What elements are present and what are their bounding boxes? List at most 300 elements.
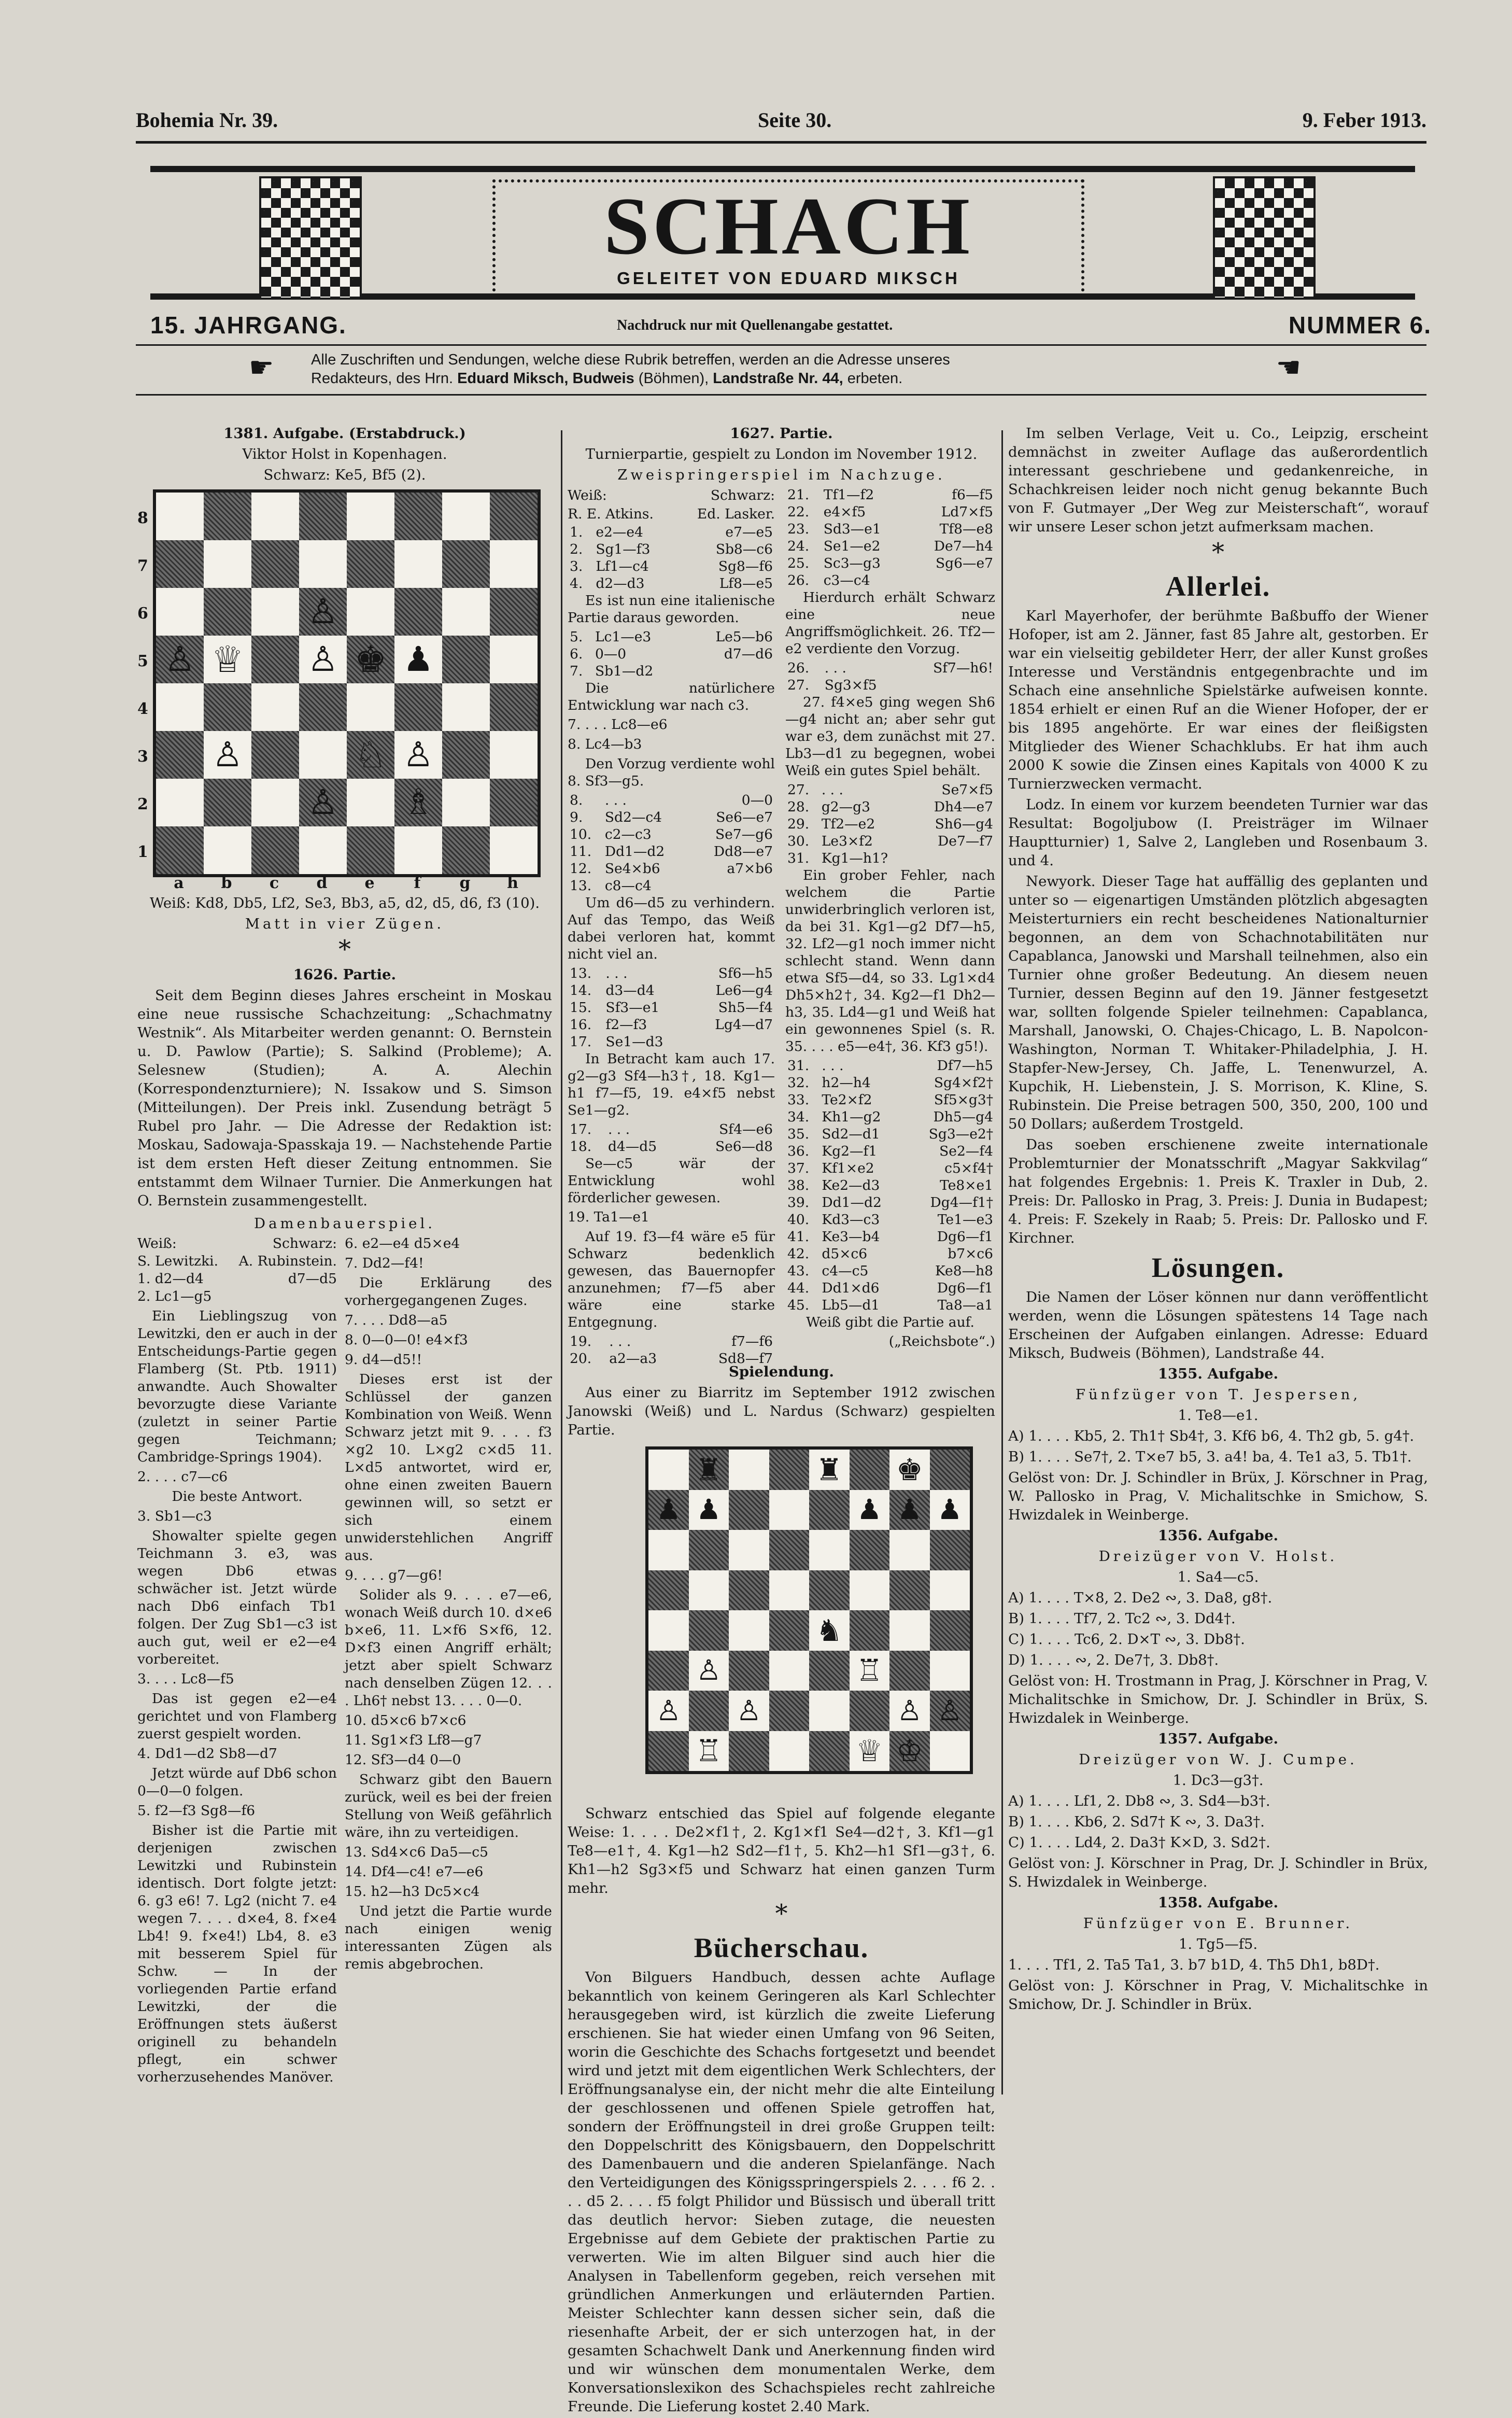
move-number: 42.	[787, 1246, 810, 1262]
move-number: 6.	[570, 646, 583, 662]
game-1627-right	[785, 486, 995, 1352]
move: 9. . . . g7—g6!	[345, 1567, 443, 1583]
square	[299, 540, 347, 588]
black-move: Ke8—h8	[935, 1263, 993, 1279]
white-knight-icon: ♘	[354, 734, 387, 776]
square	[689, 1450, 729, 1490]
square	[689, 1731, 729, 1772]
black-move: Dg6—f1	[937, 1280, 993, 1296]
white-move: Kh1—g2	[822, 1109, 881, 1125]
white-move: . . .	[821, 782, 843, 798]
square	[299, 779, 347, 826]
square	[442, 588, 490, 636]
black-move: De7—f7	[938, 833, 993, 849]
move-row	[568, 1033, 775, 1050]
masthead-title-box	[492, 179, 1084, 298]
news-paragraph: Newyork. Dieser Tage hat auffällig des geplanten und unter so — eigenartigen Umständen plötzlich abgesagten Meisterturniers ein recht bescheidenes Nationalturnier begonnen, an dem von Schachnotabilitäten nur Capablanca, Janowski und Marshall teilnehmen, also ein Turnier ohne großer Bedeutung. An diesem neuen Turnier, dessen Beginn auf den 19. Jänner festgesetzt war, sollten folgende Spieler teilnehmen: Capablanca, Marshall, Janowski, O. Chajes-Chicago, L. B. Napolcon-Washington, Norman T. Whitaker-Philadelphia, J. H. Stapfer-New-Jersey, Ch. Jaffe, L. Tenenwurzel, A. Kupchik, H. Liebenstein, J. S. Morrison, K. Kline, S. Rubinstein. Die Preise betragen 500, 350, 200, 100 und 50 Dollars; außerdem Trostgeld.	[1008, 873, 1428, 1132]
square	[442, 636, 490, 683]
file-label: h	[507, 874, 518, 892]
black-move: Le6—g4	[715, 982, 773, 999]
move-row	[785, 1108, 995, 1126]
square	[251, 588, 299, 636]
square	[347, 826, 394, 874]
move-number: 36.	[787, 1143, 810, 1159]
white-move: d3—d4	[605, 982, 655, 999]
white-move: Kg1—h1?	[821, 850, 888, 866]
players-names	[568, 505, 775, 524]
move: 11. Sg1×f3 Lf8—g7	[345, 1732, 482, 1748]
white-move: c8—c4	[604, 878, 652, 894]
column-3	[1008, 424, 1428, 2016]
annotation: Die Erklärung des vorhergegangenen Zuges.	[345, 1275, 552, 1309]
black-move: Sf5×g3†	[934, 1092, 993, 1108]
move: 3. Sb1—c3	[137, 1508, 212, 1524]
section-star: *	[338, 935, 351, 964]
move-row	[568, 826, 775, 843]
players-header	[137, 1235, 337, 1253]
square	[689, 1651, 729, 1691]
notice-line-1: Alle Zuschriften und Sendungen, welche diese Rubrik betreffen, werden an die Adresse unseres	[311, 352, 950, 368]
move: 5. f2—f3 Sg8—f6	[137, 1803, 256, 1819]
problem-white-pieces: Weiß: Kd8, Db5, Lf2, Se3, Bb3, a5, d2, d5, d6, f3 (10).	[149, 895, 540, 911]
square	[204, 826, 251, 874]
white-move: Ke2—d3	[822, 1177, 880, 1193]
white-move: d5×c6	[822, 1246, 868, 1262]
black-move: Se7×f5	[941, 782, 993, 798]
square	[930, 1570, 970, 1611]
move-row	[785, 781, 995, 798]
move-row	[568, 843, 775, 860]
black-king-icon: ♚	[896, 1452, 923, 1487]
black-move: Lf8—e5	[719, 575, 773, 592]
solution-line: B) 1. . . . Se7†, 2. T×e7 b5, 3. a4! ba, 4. Te1 a3, 5. Tb1†.	[1008, 1449, 1412, 1465]
move-number: 17.	[570, 1121, 592, 1137]
game-1626-right	[345, 1235, 552, 1975]
white-move: Kg2—f1	[822, 1143, 878, 1159]
section-title: Lösungen.	[1151, 1252, 1285, 1283]
square	[729, 1651, 769, 1691]
move-row	[785, 659, 995, 677]
move-number: 45.	[787, 1297, 810, 1313]
solution-title: 1355. Aufgabe.	[1157, 1366, 1279, 1382]
move-number: 26.	[787, 660, 810, 676]
square	[689, 1530, 729, 1570]
move-number: 25.	[787, 555, 810, 571]
square	[204, 779, 251, 826]
solution-author: Dreizüger von W. J. Cumpe.	[1079, 1751, 1358, 1768]
move-number: 14.	[570, 982, 592, 999]
rank-label: 6	[137, 604, 148, 623]
square	[850, 1610, 890, 1651]
square	[299, 683, 347, 731]
move-row	[785, 1194, 995, 1211]
square	[889, 1610, 930, 1651]
black-move: Df7—h5	[937, 1058, 993, 1074]
notice-text: (Böhmen),	[638, 370, 709, 387]
move-row	[568, 877, 775, 894]
move-row	[785, 833, 995, 850]
solution-author: Fünfzüger von T. Jespersen,	[1075, 1386, 1361, 1403]
black-move: Ta8—a1	[937, 1297, 993, 1313]
file-label: b	[221, 874, 232, 892]
square	[930, 1530, 970, 1570]
solution-line: C) 1. . . . Ld4, 2. Da3† K×D, 3. Sd2†.	[1008, 1834, 1270, 1851]
notice-rule	[136, 394, 1426, 396]
move-row	[785, 1177, 995, 1194]
square	[769, 1610, 810, 1651]
black-move: Sf6—h5	[718, 965, 773, 981]
chessboard	[153, 489, 541, 877]
square	[809, 1610, 850, 1651]
square	[490, 636, 538, 683]
black-move: Sb8—c6	[715, 541, 773, 557]
game-intro: Seit dem Beginn dieses Jahres erscheint in Moskau eine neue russische Schachzeitung: „Schachmatny Westnik“. Als Mitarbeiter werden genannt: O. Bernstein u. D. Pawlow (Partie); S. Salkind (Probleme); A. Selesnew (Studien); A. A. Alechin (Korrespondenzturniere); N. Issakow und S. Simson (Mitteilungen). Der Preis inkl. Zusendung beträgt 5 Rubel pro Jahr. — Die Adresse der Redaktion ist: Moskau, Sadowaja-Spasskaja 19. — Nachstehende Partie ist dem ersten Heft dieser Zeitung entnommen. Sie entstammt dem Wilnaer Turnier. Die Anmerkungen hat O. Bernstein zusammengestellt.	[137, 987, 552, 1209]
game-event: Turnierpartie, gespielt zu London im November 1912.	[585, 446, 978, 462]
annotation: Und jetzt die Partie wurde nach einigen wenig interessanten Zügen als remis abgebrochen.	[345, 1903, 552, 1972]
notice-text: erbeten.	[847, 370, 903, 387]
square	[251, 540, 299, 588]
white-move: . . .	[605, 965, 628, 981]
problem-goal: Matt in vier Zügen.	[245, 916, 445, 932]
move-number: 31.	[787, 850, 810, 866]
move: 8. Lc4—b3	[568, 736, 642, 752]
column-separator	[561, 430, 562, 2094]
move-row	[785, 1126, 995, 1143]
square	[850, 1530, 890, 1570]
move-number: 9.	[570, 809, 583, 825]
black-move	[689, 877, 775, 894]
square	[347, 636, 394, 683]
black-player: A. Rubinstein.	[238, 1253, 337, 1269]
black-move: Sh6—g4	[935, 816, 993, 832]
white-move: c3—c4	[823, 572, 870, 588]
black-pawn-icon: ♟	[656, 1493, 681, 1526]
white-move: Tf2—e2	[821, 816, 875, 832]
move-number: 39.	[787, 1194, 810, 1211]
white-move: . . .	[607, 1121, 630, 1137]
black-move: Sh5—f4	[718, 1000, 773, 1016]
white-move: Se1—d3	[605, 1034, 663, 1050]
black-move: 0—0	[741, 792, 773, 808]
square	[809, 1651, 850, 1691]
white-move: Lb5—d1	[822, 1297, 880, 1313]
move-number: 16.	[570, 1017, 592, 1033]
move-number: 30.	[787, 833, 810, 849]
white-move: g2—g3	[821, 799, 870, 815]
move-number: 23.	[787, 521, 810, 537]
solution-author: Dreizüger von V. Holst.	[1098, 1548, 1338, 1565]
black-move	[912, 850, 995, 867]
square	[442, 731, 490, 779]
square	[394, 683, 442, 731]
square	[850, 1490, 890, 1530]
black-move: Dg6—f1	[937, 1229, 993, 1245]
square	[442, 493, 490, 540]
rank-label: 8	[137, 509, 148, 527]
move-number: 28.	[787, 799, 810, 815]
column-separator	[1001, 430, 1003, 2094]
move-number: 4.	[570, 575, 583, 592]
square	[394, 588, 442, 636]
move-number: 38.	[787, 1177, 810, 1193]
square	[850, 1731, 890, 1772]
white-move: Sc3—g3	[823, 555, 881, 571]
move-number: 27.	[787, 782, 810, 798]
square	[889, 1570, 930, 1611]
solution-line: 1. . . . Tf1, 2. Ta5 Ta1, 3. b7 b1D, 4. Th5 Dh1, b8D†.	[1008, 1957, 1380, 1973]
square	[729, 1490, 769, 1530]
white-pawn-icon: ♙	[937, 1694, 963, 1727]
annotation: Jetzt würde auf Db6 schon 0—0—0 folgen.	[137, 1765, 337, 1799]
square	[156, 731, 204, 779]
annotation: Hierdurch erhält Schwarz eine neue Angriffsmöglichkeit. 26. Tf2—e2 verdiente den Vorzug.	[785, 589, 995, 657]
white-pawn-icon: ♙	[164, 639, 195, 679]
square	[251, 493, 299, 540]
white-pawn-icon: ♙	[307, 639, 338, 679]
head-rule	[136, 141, 1426, 144]
square	[251, 779, 299, 826]
black-move: Sg4×f2†	[934, 1075, 993, 1091]
square	[442, 540, 490, 588]
game-result: Weiß gibt die Partie auf.	[806, 1314, 974, 1330]
square	[850, 1691, 890, 1731]
white-move: Te2×f2	[822, 1092, 872, 1108]
solution-key: 1. Tg5—f5.	[1178, 1936, 1258, 1952]
black-move: Se7—g6	[715, 826, 773, 842]
move-row	[785, 1297, 995, 1314]
problem-black-pieces: Schwarz: Ke5, Bf5 (2).	[263, 467, 426, 483]
solvers: Gelöst von: J. Körschner in Prag, V. Michalitschke in Smichow, Dr. J. Schindler in Brüx.	[1008, 1977, 1428, 2013]
move: 14. Df4—c4! e7—e6	[345, 1864, 484, 1880]
square	[889, 1490, 930, 1530]
opening-name: Zweispringerspiel im Nachzuge.	[617, 467, 945, 483]
black-move: Sg8—f6	[718, 558, 773, 574]
annotation: Solider als 9. . . . e7—e6, wonach Weiß durch 10. d×e6 b×e6, 11. L×f6 S×f6, 12. D×f3 einen Angriff erhält; jetzt aber spielt Schwarz nach denselben Zügen 12. . . . Lh6† nebst 13. . . . 0—0.	[345, 1587, 552, 1709]
black-move	[903, 677, 995, 694]
move-row	[568, 645, 775, 663]
column-1	[137, 424, 552, 2085]
black-king-icon: ♚	[354, 638, 387, 681]
annotation: Schwarz gibt den Bauern zurück, weil es bei der freien Stellung von Weiß gefährlich wäre, ihn zu verteidigen.	[345, 1772, 552, 1840]
black-player: Ed. Lasker.	[697, 506, 775, 522]
move-row	[568, 792, 775, 809]
white-pawn-icon: ♙	[656, 1694, 681, 1727]
move-number: 11.	[570, 844, 592, 860]
square	[251, 826, 299, 874]
masthead-subtitle: GELEITET VON EDUARD MIKSCH	[617, 269, 960, 288]
move-row	[785, 1245, 995, 1262]
white-move: d2—d3	[596, 575, 645, 592]
square	[204, 588, 251, 636]
square	[769, 1530, 810, 1570]
move-number: 15.	[570, 1000, 592, 1016]
square	[769, 1450, 810, 1490]
move: 7. Dd2—f4!	[345, 1255, 424, 1271]
move: d7—d5	[288, 1271, 337, 1287]
move: 4. Dd1—d2 Sb8—d7	[137, 1746, 277, 1762]
white-move: Sb1—d2	[595, 663, 654, 679]
news-paragraph: Das soeben erschienene zweite internationale Problemturnier der Monatsschrift „Magyar Sakkvilag“ hat folgendes Ergebnis: 1. Preis K. Traxler in Dub, 2. Preis: Dr. Pallosko in Prag, 3. Preis: J. Dunia in Budapest; 4. Preis: F. Szekely in Raab; 5. Preis: Dr. Pallosko und F. Kirchner.	[1008, 1136, 1428, 1246]
move-row	[568, 558, 775, 575]
move-number: 3.	[570, 558, 583, 574]
annotation: Dieses erst ist der Schlüssel der ganzen Kombination von Weiß. Wenn Schwarz jetzt mit 9. . . . f3 ×g2 10. L×g2 c×d5 11. L×d5 antwortet, wird er, ohne einen zweiten Bauern gewinnen will, so setzt er sich einem unwiderstehlichen Angriff aus.	[345, 1371, 552, 1564]
white-move: . . .	[822, 1058, 844, 1074]
move: 7. . . . Dd8—a5	[345, 1312, 448, 1328]
square	[394, 731, 442, 779]
white-move: Sf3—e1	[605, 1000, 660, 1016]
news-paragraph: Lodz. In einem vor kurzem beendeten Turnier war das Resultat: Bogoljubow (I. Preisträger im Wilnaer Hauptturnier) 1, Salve 2, Langleben und Rosenbaum 3. und 4.	[1008, 796, 1428, 869]
problem-author: Viktor Holst in Kopenhagen.	[242, 446, 447, 462]
black-move: Te1—e3	[937, 1212, 993, 1228]
move-number: 32.	[787, 1075, 810, 1091]
move-row	[785, 816, 995, 833]
black-move: Le5—b6	[715, 629, 773, 645]
square	[889, 1450, 930, 1490]
white-queen-icon: ♕	[856, 1733, 883, 1769]
move: 6. e2—e4 d5×e4	[345, 1235, 460, 1252]
rank-label: 1	[137, 843, 148, 861]
square	[394, 779, 442, 826]
square	[689, 1691, 729, 1731]
moves-table	[568, 965, 775, 1050]
section-title: Spielendung.	[729, 1363, 834, 1380]
chessboard	[645, 1446, 973, 1774]
white-move: Se1—e2	[823, 538, 881, 554]
news-paragraph: Karl Mayerhofer, der berühmte Baßbuffo der Wiener Hofoper, ist am 2. Jänner, fast 85 Jahre alt, gestorben. Er war ein vielseitig gebildeter Herr, der aller Kunst großes Interesse und Verständnis entgegenbrachte und im Schach eine ansehnliche Spielstärke aufweisen konnte. 1854 erhielt er einen Ruf an die Wiener Hofoper, der er bis 1895 angehörte. Er war eines der fleißigsten Mitglieder des Wiener Schachklubs. Er hat ihm auch 2000 K sowie die Zinsen eines Kapitals von 4000 K zu Turnierzwecken vermacht.	[1008, 608, 1428, 792]
endgame-solution: Schwarz entschied das Spiel auf folgende elegante Weise: 1. . . . De2×f1†, 2. Kg1×f1 Se4—d2†, 3. Kf1—g1 Te8—e1†, 4. Kg1—h2 Sd2—f1†, 5. Kh2—h1 Sf1—g3†, 6. Kh1—h2 Sg3×f5 und Schwarz hat einen ganzen Turm mehr.	[568, 1805, 995, 1896]
white-move: c2—c3	[604, 826, 652, 842]
move-number: 1.	[570, 524, 583, 540]
annotation: Um d6—d5 zu verhindern. Auf das Tempo, das Weiß dabei verloren hat, kommt nicht viel an.	[568, 895, 775, 962]
game-title: 1627. Partie.	[730, 425, 833, 442]
black-move: Te8×e1	[940, 1177, 993, 1193]
square	[347, 683, 394, 731]
square	[648, 1610, 689, 1651]
square	[809, 1570, 850, 1611]
solvers: Gelöst von: Dr. J. Schindler in Brüx, J. Körschner in Prag, W. Pallosko in Prag, V. Michalitschke in Smichow, S. Hwizdalek in Weinberge.	[1008, 1469, 1428, 1523]
move-row	[568, 1333, 775, 1350]
game-title: 1626. Partie.	[293, 966, 397, 983]
move-number: 34.	[787, 1109, 810, 1125]
rank-label: 5	[137, 652, 148, 670]
move-row	[568, 575, 775, 592]
section-title: Allerlei.	[1165, 571, 1271, 602]
square	[251, 683, 299, 731]
moves-table	[785, 1057, 995, 1314]
square	[809, 1731, 850, 1772]
address-notice	[311, 350, 1239, 388]
black-rook-icon: ♜	[695, 1452, 723, 1487]
review-paragraph: Im selben Verlage, Veit u. Co., Leipzig, erscheint demnächst in zweiter Auflage das außerordentlich interessant geschriebene und gedankenreiche, in Schachkreisen leider noch nicht genug bekannte Buch von F. Gutmayer „Der Weg zur Meisterschaft“, worauf wir unsere Leser schon jetzt aufmerksam machen.	[1008, 425, 1428, 535]
move-number: 18.	[570, 1138, 592, 1155]
square	[729, 1570, 769, 1611]
annotation: Se—c5 wär der Entwicklung wohl förderlicher gewesen.	[568, 1156, 775, 1206]
square	[442, 826, 490, 874]
move: 2. Lc1—g5	[137, 1288, 212, 1304]
black-label: Schwarz:	[272, 1235, 337, 1252]
square	[490, 683, 538, 731]
pointing-hand-icon: ☛	[249, 351, 274, 384]
square	[156, 636, 204, 683]
white-player: R. E. Atkins.	[568, 506, 654, 522]
move: 12. Sf3—d4 0—0	[345, 1752, 461, 1768]
square	[394, 826, 442, 874]
black-move: Sf4—e6	[719, 1121, 773, 1137]
white-move: f2—f3	[605, 1017, 647, 1033]
black-move: Dd8—e7	[713, 844, 773, 860]
square	[442, 683, 490, 731]
move-number: 8.	[570, 792, 583, 808]
move: 10. d5×c6 b7×c6	[345, 1712, 467, 1728]
black-move: Sg6—e7	[935, 555, 993, 571]
square	[251, 636, 299, 683]
masthead-title: SCHACH	[604, 181, 973, 272]
move-row	[568, 809, 775, 826]
square	[809, 1450, 850, 1490]
move-row	[785, 538, 995, 555]
square	[299, 731, 347, 779]
move-number: 40.	[787, 1212, 810, 1228]
move-line	[137, 1270, 337, 1288]
square	[394, 540, 442, 588]
square	[809, 1530, 850, 1570]
square	[490, 779, 538, 826]
editor-address: Landstraße Nr. 44,	[713, 370, 843, 387]
solvers: Gelöst von: J. Körschner in Prag, Dr. J. Schindler in Brüx, S. Hwizdalek in Weinberge.	[1008, 1855, 1428, 1890]
black-pawn-icon: ♟	[897, 1493, 922, 1526]
move-number: 12.	[570, 861, 592, 877]
black-move: Tf8—e8	[939, 521, 993, 537]
square	[347, 588, 394, 636]
square	[648, 1450, 689, 1490]
move-row	[785, 1057, 995, 1074]
annotation: Das ist gegen e2—e4 gerichtet und von Flamberg zuerst gespielt worden.	[137, 1691, 337, 1742]
move-row	[568, 1121, 775, 1138]
solution-title: 1356. Aufgabe.	[1157, 1527, 1279, 1544]
moves-table	[568, 792, 775, 894]
square	[648, 1691, 689, 1731]
black-move: De7—h4	[934, 538, 993, 554]
white-move: c4—c5	[822, 1263, 869, 1279]
solution-title: 1357. Aufgabe.	[1157, 1731, 1279, 1747]
moves-table	[785, 486, 995, 589]
square	[648, 1570, 689, 1611]
black-move: Ld7×f5	[941, 504, 993, 520]
black-pawn-icon: ♟	[696, 1493, 722, 1526]
white-pawn-icon: ♙	[403, 735, 434, 775]
move-row	[568, 628, 775, 645]
move-row	[568, 1016, 775, 1033]
white-move: Lc1—e3	[595, 629, 652, 645]
white-move: Dd1—d2	[822, 1194, 882, 1211]
square	[251, 731, 299, 779]
square	[204, 731, 251, 779]
square	[347, 493, 394, 540]
rank-label: 7	[137, 557, 148, 575]
square	[930, 1651, 970, 1691]
square	[156, 493, 204, 540]
solution-line: A) 1. . . . T×8, 2. De2 ∾, 3. Da8, g8†.	[1008, 1590, 1273, 1606]
section-title: Bücherschau.	[694, 1932, 869, 1963]
black-move: b7×c6	[948, 1246, 993, 1262]
white-pawn-icon: ♙	[212, 735, 243, 775]
square	[648, 1490, 689, 1530]
square	[204, 683, 251, 731]
opening-name: Damenbauerspiel.	[254, 1215, 435, 1232]
annotation: Showalter spielte gegen Teichmann 3. e3, was wegen Db6 etwas schwächer ist. Jetzt würde nach Db6 einfach Tb1 folgen. Der Zug Sb1—c3 ist auch gut, weil er e2—e4 vorbereitet.	[137, 1528, 337, 1667]
square	[204, 636, 251, 683]
move-number: 29.	[787, 816, 810, 832]
